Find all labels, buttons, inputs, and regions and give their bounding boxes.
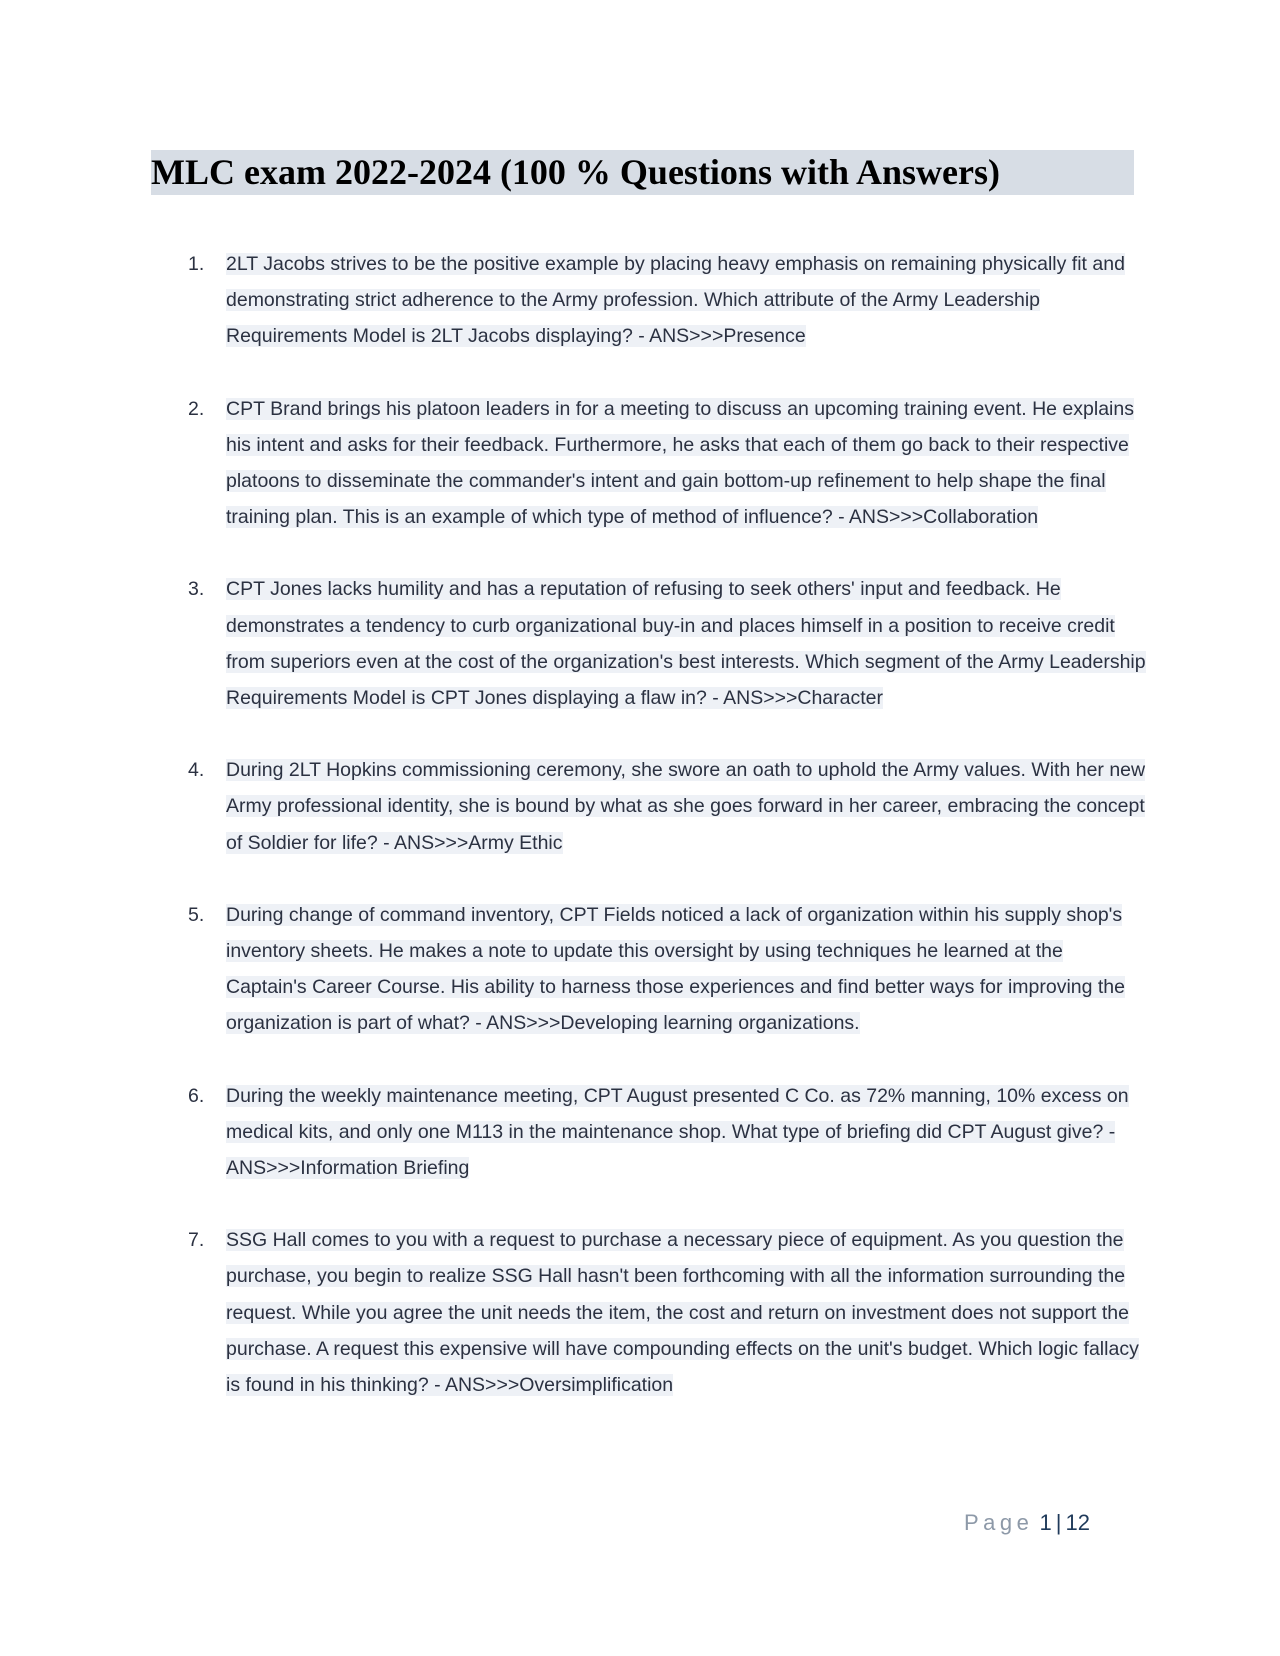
page-label: Page	[964, 1510, 1034, 1535]
page-footer	[964, 1508, 1090, 1538]
question-text: During change of command inventory, CPT Fields noticed a lack of organization within his supply shop's inventory sheets. He makes a note to update this oversight by using techniques he learned at the Captain's Career Course. His ability to harness those experiences and find better ways for improving the organization is part of what? - ANS>>>Developing learning organizations.	[226, 903, 1125, 1035]
total-pages: 12	[1065, 1510, 1090, 1535]
question-item	[0, 571, 1280, 716]
question-number: 2.	[188, 397, 205, 420]
question-number: 5.	[188, 903, 205, 926]
question-item	[0, 897, 1280, 1042]
question-number: 3.	[188, 578, 205, 601]
question-item	[0, 752, 1280, 861]
question-text: CPT Jones lacks humility and has a reputation of refusing to seek others' input and feedback. He demonstrates a tendency to curb organizational buy-in and places himself in a position to receive credit from superiors even at the cost of the organization's best interests. Which segment of the Army Leadership Requirements Model is CPT Jones displaying a flaw in? - ANS>>>Character	[226, 578, 1146, 710]
current-page-number: 1	[1039, 1510, 1052, 1535]
question-item	[0, 1078, 1280, 1187]
page-title: MLC exam 2022-2024 (100 % Questions with Answers)	[151, 152, 1000, 192]
question-number: 6.	[188, 1084, 205, 1107]
question-text: 2LT Jacobs strives to be the positive example by placing heavy emphasis on remaining physically fit and demonstrating strict adherence to the Army profession. Which attribute of the Army Leadership Requirements Model is 2LT Jacobs displaying? - ANS>>>Presence	[226, 253, 1125, 348]
question-text: SSG Hall comes to you with a request to purchase a necessary piece of equipment. As you question the purchase, you begin to realize SSG Hall hasn't been forthcoming with all the information surrounding the request. While you agree the unit needs the item, the cost and return on investment does not support the purchase. A request this expensive will have compounding effects on the unit's budget. Which logic fallacy is found in his thinking? - ANS>>>Oversimplification	[226, 1229, 1139, 1397]
question-item	[0, 391, 1280, 536]
question-item	[0, 246, 1280, 355]
question-text: During the weekly maintenance meeting, CPT August presented C Co. as 72% manning, 10% excess on medical kits, and only one M113 in the maintenance shop. What type of briefing did CPT August give? - ANS>>>Information Briefing	[226, 1084, 1129, 1180]
question-text: During 2LT Hopkins commissioning ceremony, she swore an oath to uphold the Army values. With her new Army professional identity, she is bound by what as she goes forward in her career, embracing the concept of Soldier for life? - ANS>>>Army Ethic	[226, 759, 1146, 854]
question-number: 1.	[188, 253, 205, 275]
question-number: 4.	[188, 759, 205, 782]
question-list	[0, 246, 1280, 1439]
question-number: 7.	[188, 1229, 205, 1252]
page-separator: |	[1055, 1510, 1062, 1535]
question-text: CPT Brand brings his platoon leaders in for a meeting to discuss an upcoming training event. He explains his intent and asks for their feedback. Furthermore, he asks that each of them go back to their respective platoons to disseminate the commander's intent and gain bottom-up refinement to help shape the final training plan. This is an example of which type of method of influence? - ANS>>>Collaboration	[226, 397, 1134, 529]
question-item	[0, 1222, 1280, 1403]
